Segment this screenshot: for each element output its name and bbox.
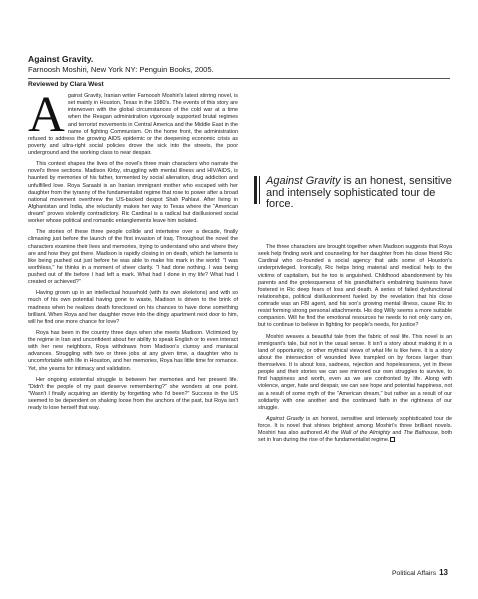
paragraph-text: gainst Gravity, Iranian writer Farnoosh Moshiri's latest stirring novel, is set mainly in Houston, Texas in the 1980's. The events of this story are interwoven with the global circumstances of the cold war at a time when the Reagan administration vigorously supported brutal regimes and terrorist movements in Central America and the Middle East in the name of fighting Communism. On the home front, the administration refused to address the growing AIDS epidemic or the deepening economic crisis as poverty and ultra-right social policies drove the sick into the streets, the poor underground and the working class to near despair. [28, 93, 238, 156]
paragraph-text: and [390, 430, 404, 437]
left-column [28, 87, 238, 416]
review-title: Against Gravity. [28, 54, 94, 64]
end-mark-icon [390, 437, 395, 442]
paragraph: Moshiri weaves a beautiful tale from the fabric of real life. This novel is an immigrant's tale, but not in the usual sense. It isn't a story about making it in a land of opportunity, or other mythical views of what life is like here. It is a story about the intersection of wounded lives trampled on by forces larger than themselves. It is about loss, sadness, rejection and hopelessness, yet in these people and their stories we can see mirrored our own struggles to survive, to find happiness and worth, even as we are confronted by life. Along with violence, anger, hate and despair, we can see hope and potential happiness, not as a result of some myth of the "American dream," but rather as a result of our solidarity with one another and the continued faith in the rightness of our struggle. [258, 333, 452, 411]
pull-quote-title: Against Gravity [266, 175, 341, 187]
paragraph [258, 416, 452, 445]
paragraph: Having grown up in an intellectual household (with its own skeletons) and with so much of his own potential having gone to waste, Madison is driven to the brink of madness when he realizes death foreclosed on his chances to have done something brilliant. When Roya and her daughter move into the dingy apartment next door to him, will he find one more chance for love? [28, 290, 238, 325]
paragraph: Her ongoing existential struggle is between her memories and her present life. "Didn't the people of my past deserve remembering?" she wonders at one point. "Wasn't I finally acquiring an identity by forgetting who I'd been?" Success in the US seemed to be dependent on shaking loose from the anchors of the past, but Roya isn't ready to lose herself that way. [28, 376, 238, 412]
paragraph: The stories of these three people collide and intertwine over a decade, finally climaxing just before the launch of the first invasion of Iraq. Throughout the novel the characters examine their lives and memories, trying to understand who and where they are and how they got there. Madison is rapidly closing in on death, which he laments is like being pushed out just before he was able to make his mark in the world: "I was worthless," he thinks in a moment of sheer clarity. "I had done nothing. I was being pushed out of life before I had left a mark. What had I done in my life? What had I created or achieved?" [28, 229, 238, 286]
book-title: At the Wall of the [323, 430, 368, 437]
paragraph-text: is an honest, sensitive and intensely sophisticated tour de force. It is novel that shines brightest among Moshiri's three brilliant novels. Moshiri has also authored [258, 415, 453, 437]
publication-info: Farnoosh Moshiri, New York NY: Penguin Books, 2005. [28, 65, 214, 74]
paragraph: This context shapes the lives of the novel's three main characters who narrate the novel's three sections. Madison Kirby, struggling with mental illness and HIV/AIDS, is haunted by memories of his father, tormented by social alienation, drug addiction and unfulfilled love. Roya Saraabi is an Iranian immigrant mother who escaped with her daughter from the tyranny of the fundamentalist regime that rose to power after a broad national movement overthrew the US-backed despot Shah Pahlavi. After living in Afghanistan and India, she reluctantly makes her way to Texas where the "American dream" proves violently contradictory. Ric Cardinal is a radical but disillusioned social worker whose political and romantic entanglements leave him isolated. [28, 161, 238, 225]
pull-quote-text: is an honest, sensitive and intensely sophisticated tour de force. [266, 175, 452, 210]
pull-quote [266, 176, 456, 211]
divider-rule [28, 78, 450, 79]
page-footer [392, 568, 448, 577]
book-title: Against Gravity [266, 415, 304, 422]
book-title: The Bathouse [403, 430, 438, 437]
paragraph: Roya has been in the country three days when she meets Madison. Victimized by the regime in Iran and unconfident about her ability to speak English or to even interact with her new neighbors, Roya withdraws from Madison's clumsy and maniacal advances. Struggling with two or three jobs at any given time, a daughter who is uncomfortable with life in Houston, and her memories, Roya has little time for romance. Yet, she yearns for intimacy and validation. [28, 329, 238, 372]
page-number: 13 [439, 568, 448, 577]
paragraph-text: , both set in Iran during the rise of the fundamentalist regime. [258, 430, 452, 444]
section-name: Political Affairs [392, 570, 437, 577]
book-title: Almighty [369, 430, 391, 437]
right-column [258, 244, 452, 448]
drop-cap: A [28, 87, 65, 143]
pull-quote-bar [254, 176, 260, 204]
paragraph [28, 87, 238, 157]
paragraph: The three characters are brought together when Madison suggests that Roya seek help finding work and counseling for her daughter from his close friend Ric Cardinal who co-founded a social agency that aids some of Houston's underprivileged. Ironically, Ric helps bring material and medical help to the victims of capitalism, but he too is anguished. Childhood abandonment by his parents and the grotesqueness of his grandfather's embalming business have fostered in Ric deep fears of loss and death. A series of failed dysfunctional relationships, political disillusionment fueled by the revelation that his close comrade was an FBI agent, and his son's growing mental illness, cause Ric to resist forming strong personal attachments. His dog Willy seems a more suitable companion. Will he find the emotional resources he needs to not only carry on, but to continue to believe in fighting for people's needs, for justice? [258, 244, 452, 329]
byline: Reviewed by Clara West [28, 81, 104, 88]
